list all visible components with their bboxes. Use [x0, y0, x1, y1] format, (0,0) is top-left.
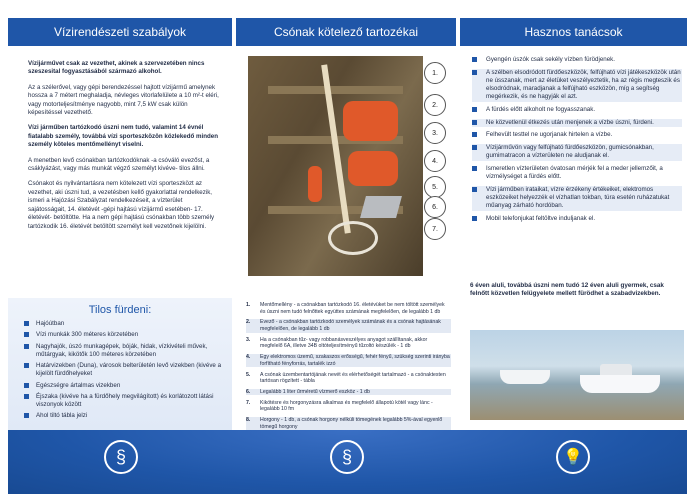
list-item: 1. Mentőmellény - a csónakban tartózkodó 16. életévüket be nem töltött személyek és úszni nem tudó felnőttek együttes számának megfelelően, de legalább 1 db — [246, 302, 445, 315]
header-hasznos-tanacsok: Hasznos tanácsok — [460, 18, 687, 46]
list-item: Felhevült testtel ne ugorjanak hirtelen a vízbe. — [472, 131, 682, 139]
no-swimming-title: Tilos fürdeni: — [88, 304, 152, 316]
list-item: 2. Evező - a csónakban tartózkodó személyek számának és a csónak hajtásának megfelelően, de legalább 1 db — [246, 319, 451, 332]
rope-coil-shape — [328, 221, 378, 255]
list-item: A fürdés előtt alkoholt ne fogyasszanak. — [472, 106, 682, 114]
header-csonak-tartozekai: Csónak kötelező tartozékai — [236, 18, 456, 46]
tips-list — [472, 56, 682, 228]
list-item: 6. Legalább 1 liter űrméretű vízmerő eszköz - 1 db — [246, 389, 451, 396]
rule-license: Az a szélerővel, vagy gépi berendezéssel hajtott vízijármű amelynek hossza a 7 métert meghaladja, névleges vitorlafelülete a 10 m²-t eléri, vagy motorteljesítménye nagyobb, mint 7,5 kW csak külön képesítéssel vezethető. — [28, 83, 219, 117]
callout-6: 6. — [424, 196, 446, 218]
no-swimming-list — [24, 320, 224, 424]
callout-4: 4. — [424, 150, 446, 172]
lightbulb-icon: 💡 — [556, 440, 590, 474]
list-item: Ismeretlen vízterületen óvatosan mérjék fel a meder jellemzőit, a vízmélységet a fürdés előtt. — [472, 165, 682, 181]
list-item: 3. Ha a csónakban tűz- vagy robbanásveszélyes anyagot szállítanak, akkor megfelelő 6A, illetve 34B oltóteljesítményű tűzoltó készülék - 1 db — [246, 336, 428, 350]
list-item: Egészségre ártalmas vizekben — [24, 382, 224, 390]
callout-5: 5. — [424, 176, 446, 198]
list-item: Ahol tiltó tábla jelzi — [24, 412, 224, 420]
list-item: Határvizekben (Duna), városok belterületén levő vizekben (kivéve a kijelölt fürdőhelyeket — [24, 362, 224, 378]
callout-1: 1. — [424, 62, 446, 84]
list-item: 4. Egy elektromos üzemű, szakaszos erősségű, fehér fényű, szükség szerinti irányba forfítható fényforrás, tartalék izzó — [246, 354, 450, 367]
rule-life-vest: Vízi járműben tartózkodó úszni nem tudó, valamint 14 évnél fiatalabb személy, továbbá vízi sporteszközön közlekedő minden személy köteles mentőmellényt viselni. — [28, 124, 219, 149]
rule-boat-driver: Csónakot és nyilvántartásra nem kötelezett vízi sporteszközt az vezethet, aki úszni tud, a vezetésben kellő gyakorlattal rendelkezik, ismeri a Hajózási Szabályzat rendelkezéseit, a vízterület sajátosságait, 14. életévét -gépi hajtású vízijármű esetében- 17. életévét- betöltötte. Ha a nem gépi hajtású csónakban több személy tartózkodik 16. életévét betöltött személyt kell vezetőnek kijelölni. — [28, 180, 215, 230]
bailer-shape — [360, 196, 402, 218]
no-swimming-box — [8, 298, 232, 440]
motorboats-photo — [470, 330, 684, 420]
callout-3: 3. — [424, 122, 446, 144]
section-sign-icon: § — [104, 440, 138, 474]
motorboat-shape — [500, 370, 550, 384]
list-item: Hajóútban — [24, 320, 224, 328]
list-item: 5. A csónak üzembentartójának nevét és elérhetőségét tartalmazó - a csónaktesten tartósan rögzített - tábla — [246, 371, 446, 385]
extinguisher-shape — [308, 166, 322, 202]
list-item: Éjszaka (kivéve ha a fürdőhely megvilágított) és korlátozott látási viszonyok között — [24, 393, 224, 409]
age-note: 6 éven aluli, továbbá úszni nem tudó 12 éven aluli gyermek, csak felnőtt közvetlen felügyelete mellett fürödhet a szabadvizekben. — [470, 282, 664, 298]
boat-photo — [248, 56, 423, 276]
header-vizirendeszeti: Vízirendészeti szabályok — [8, 18, 232, 46]
list-item: Gyengén úszók csak sekély vízben fürödjenek. — [472, 56, 682, 64]
rule-standing: A menetben levő csónakban tartózkodóknak -a csóváló evezőst, a csáklyázást, vagy más munkát végző személyt kivéve- tilos állni. — [28, 156, 210, 173]
list-item: A szélben elsodródott fürdőeszközök, felfújható vízi játékeszközök után ne ússzanak, mert az életüket veszélyeztetik, ha az régis megteszik és elsodródnak, maradjanak a felfújható eszközön, míg a segítség megérkezik, és ne hagyják el azt. — [472, 69, 682, 102]
list-item: Ne közvetlenül étkezés után menjenek a vízbe úszni, fürdeni. — [472, 119, 682, 127]
section-sign-icon: § — [330, 440, 364, 474]
list-item: 8. Horgony - 1 db, a csónak horgony nélküli tömegének legalább 5%-ával egyenlő tömegű horgony — [246, 417, 451, 430]
rules-column — [28, 60, 220, 238]
list-item: Vízi járműben irataikat, vízre érzékeny értékeiket, elektromos eszközeiket helyezzék el vízhatlan tokban, túra esetén ruházatukat műanyag zárható hordóban. — [472, 186, 682, 211]
callout-2: 2. — [424, 94, 446, 116]
motorboat-shape — [580, 375, 660, 393]
list-item: Vízijárművön vagy felfújható fürdőeszközön, gumicsónakban, gumimatracon a vízterületen ne aludjanak el. — [472, 144, 682, 160]
list-item: Nagyhajók, úszó munkagépek, bóják, hidak, vízkivételi művek, műtárgyak, kikötők 100 méteres körzetében — [24, 343, 224, 359]
list-item: 7. Kikötésre és horgonyzásra alkalmas és megfelelő állapotú kötél vagy lánc - legalább 10 fm — [246, 399, 433, 413]
callout-7: 7. — [424, 218, 446, 240]
life-vest-shape — [343, 101, 398, 141]
life-vest-shape — [348, 151, 398, 186]
list-item: Mobil telefonjukat feltöltve induljanak el. — [472, 215, 682, 223]
list-item: Vízi munkák 300 méteres körzetében — [24, 331, 224, 339]
equipment-list — [246, 302, 451, 434]
rule-alcohol: Vízijárművet csak az vezethet, akinek a szervezetében nincs szeszesital fogyasztásából származó alkohol. — [28, 60, 205, 76]
